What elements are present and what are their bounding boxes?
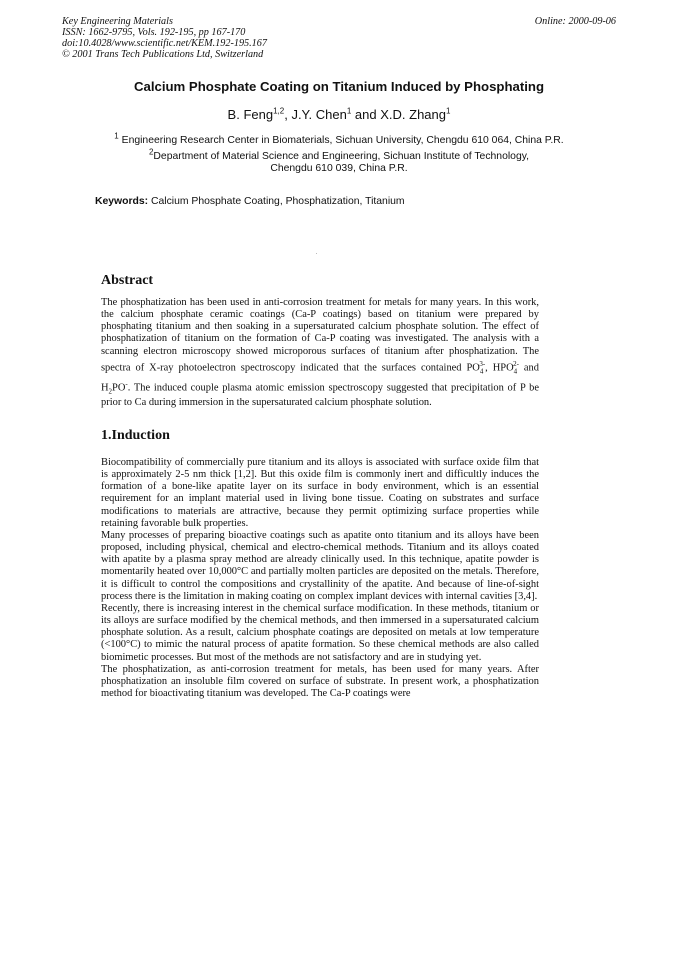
affiliation-text: Department of Material Science and Engineering, Sichuan Institute of Technology, — [153, 151, 530, 162]
introduction-body — [101, 457, 539, 700]
affiliation-mark: 2 — [148, 147, 154, 157]
keywords-line — [95, 196, 405, 207]
journal-name: Key Engineering Materials — [62, 16, 173, 27]
author-name: J.Y. Chen — [291, 107, 347, 122]
doi-line: doi:10.4028/www.scientific.net/KEM.192-195.167 — [62, 38, 267, 49]
paragraph: The phosphatization, as anti-corrosion treatment for metals, has been used for many years. After phosphatization an insoluble film covered on surface of substrate. In present work, a phosphatization method for bioactivating titanium was developed. The Ca-P coatings were — [101, 663, 539, 699]
abstract-text: PO — [112, 381, 126, 393]
abstract-text: , HPO — [485, 362, 514, 374]
stray-dot — [316, 253, 317, 254]
online-date: Online: 2000-09-06 — [534, 16, 616, 27]
keywords-label: Keywords: — [95, 196, 149, 207]
abstract-text: The phosphatization has been used in anti-corrosion treatment for metals for many years. In this work, the calcium phosphate ceramic coatings (Ca-P coatings) based on titanium were prepared by phosphating titanium and then soaking in a supersaturated calcium phosphate solution. The effect of phosphatization of titanium on the formation of Ca-P coating was investigated. The analysis with a scanning electron microscopy showed microporous surfaces of titanium after phosphatization. The spectra of X-ray photoelectron spectroscopy indicated that the surfaces contained PO — [101, 297, 539, 374]
affiliation-mark: 1 — [114, 131, 119, 141]
affiliation-2 — [0, 147, 678, 163]
author-affiliation-mark: 1 — [446, 106, 451, 116]
copyright-line: © 2001 Trans Tech Publications Ltd, Switzerland — [62, 49, 264, 60]
issn-line: ISSN: 1662-9795, Vols. 192-195, pp 167-170 — [62, 27, 246, 38]
subscript: 4 — [479, 367, 484, 376]
paper-title: Calcium Phosphate Coating on Titanium Induced by Phosphating — [133, 79, 545, 94]
paragraph: Recently, there is increasing interest in the chemical surface modification. In these methods, titanium or its alloys are surface modified by the chemical methods, and then immersed in a supersaturated calcium phosphate solution. As a result, calcium phosphate coatings are deposited on metals at low temperature (<100°C) to mimic the natural process of apatite formation. So these chemical methods are also called biomimetic processes. But most of the methods are not satisfactory and are in studying yet. — [101, 602, 539, 663]
author-affiliation-mark: 1,2 — [273, 106, 285, 116]
subscript: 4 — [513, 367, 518, 376]
affiliation-text: Engineering Research Center in Biomaterials, Sichuan University, Chengdu 610 064, China P.R. — [118, 135, 564, 146]
author-separator: and — [351, 107, 381, 122]
abstract-body — [101, 297, 539, 409]
keywords-text: Calcium Phosphate Coating, Phosphatization, Titanium — [148, 196, 405, 207]
abstract-text: . The induced couple plasma atomic emission spectroscopy suggested that precipitation of P be prior to Ca during immersion in the supersaturated calcium phosphate solution. — [101, 381, 539, 409]
affiliation-1 — [0, 131, 678, 147]
author-list — [0, 107, 678, 122]
author-separator: , — [284, 107, 292, 122]
paragraph: Biocompatibility of commercially pure titanium and its alloys is associated with surface oxide film that is approximately 2-5 nm thick [1,2]. But this oxide film is commonly inert and difficultly induces the formation of a bone-like apatite layer on its surface in body environment, which is an essential requirement for an implant material used in living bone tissue. Coating on substrates and surface modifications to materials are attractive, because they permit optimizing surface properties while retaining favorable bulk properties. — [101, 457, 539, 529]
abstract-text: and H — [101, 362, 539, 393]
superscript: 2- — [513, 359, 519, 368]
introduction-heading: 1.Induction — [101, 428, 170, 443]
abstract-heading: Abstract — [101, 273, 154, 288]
paragraph: Many processes of preparing bioactive coatings such as apatite onto titanium and its alloys have been proposed, including physical, chemical and electro-chemical methods. Titanium and its alloys coated with apatite by a plasma spray method are already clinically used. In this technique, apatite powder is momentarily heated over 10,000°C and partially molten particles are deposited on the metals. Therefore, it is difficult to control the compositions and crystallinity of the apatite. And because of line-of-sight process there is the limitation in making coating on complex implant devices with internal cavities [3,4]. — [101, 529, 539, 602]
superscript: - — [125, 379, 128, 388]
author-name: B. Feng — [227, 107, 274, 122]
journal-header — [62, 16, 267, 60]
author-affiliation-mark: 1 — [346, 106, 352, 116]
superscript: 3- — [479, 359, 486, 368]
subscript: 2 — [108, 387, 113, 396]
affiliation-2-continued: Chengdu 610 039, China P.R. — [270, 163, 408, 174]
author-name: X.D. Zhang — [380, 107, 446, 122]
